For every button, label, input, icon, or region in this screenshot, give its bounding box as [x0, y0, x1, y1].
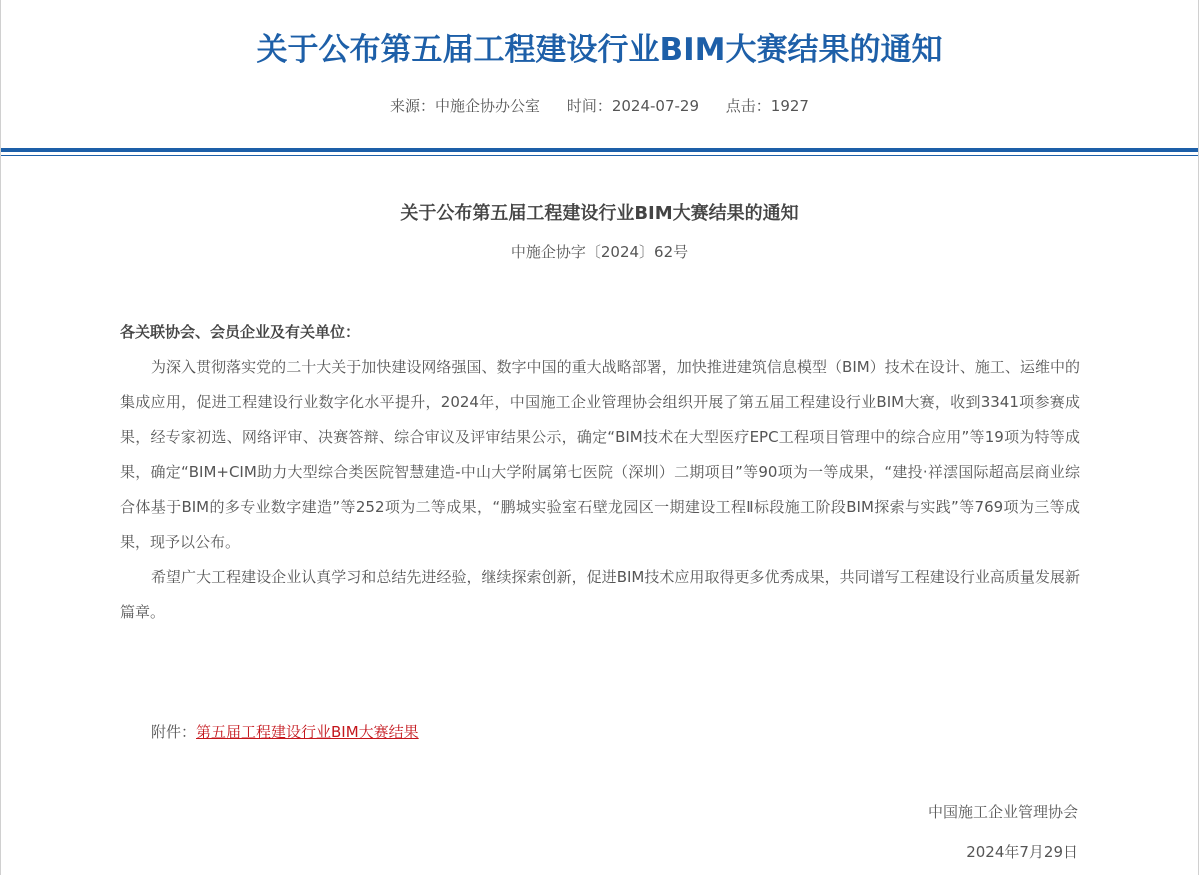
document-title: 关于公布第五届工程建设行业BIM大赛结果的通知	[400, 203, 799, 224]
signature-date: 2024年7月29日	[966, 843, 1078, 861]
salutation: 各关联协会、会员企业及有关单位：	[120, 323, 361, 341]
meta-clicks: 点击：1927	[725, 97, 809, 115]
header-divider-thick	[1, 148, 1198, 152]
attachment-line	[151, 715, 419, 750]
signature-organization: 中国施工企业管理协会	[927, 803, 1078, 821]
article-body	[120, 315, 1080, 630]
body-paragraph: 为深入贯彻落实党的二十大关于加快建设网络强国、数字中国的重大战略部署，加快推进建筑信息模型（BIM）技术在设计、施工、运维中的集成应用，促进工程建设行业数字化水平提升，2024年，中国施工企业管理协会组织开展了第五届工程建设行业BIM大赛，收到3341项参赛成果，经专家初选、网络评审、决赛答辩、综合审议及评审结果公示，确定“BIM技术在大型医疗EPC工程项目管理中的综合应用”等19项为特等成果，确定“BIM+CIM助力大型综合类医院智慧建造-中山大学附属第七医院（深圳）二期项目”等90项为一等成果，“建投·祥澐国际超高层商业综合体基于BIM的多专业数字建造”等252项为二等成果，“鹏城实验室石壁龙园区一期建设工程Ⅱ标段施工阶段BIM探索与实践”等769项为三等成果，现予以公布。	[120, 358, 1080, 551]
header-divider-thin	[1, 155, 1198, 156]
document-number: 中施企协字〔2024〕62号	[510, 243, 689, 261]
attachment-label: 附件：	[151, 723, 197, 741]
article-meta	[1, 95, 1198, 116]
page-title: 关于公布第五届工程建设行业BIM大赛结果的通知	[256, 32, 943, 68]
attachment-link[interactable]: 第五届工程建设行业BIM大赛结果	[196, 723, 419, 741]
body-paragraph: 希望广大工程建设企业认真学习和总结先进经验，继续探索创新，促进BIM技术应用取得更多优秀成果，共同谱写工程建设行业高质量发展新篇章。	[120, 568, 1080, 621]
meta-time: 时间：2024-07-29	[566, 97, 699, 115]
meta-source: 来源：中施企协办公室	[390, 97, 541, 115]
